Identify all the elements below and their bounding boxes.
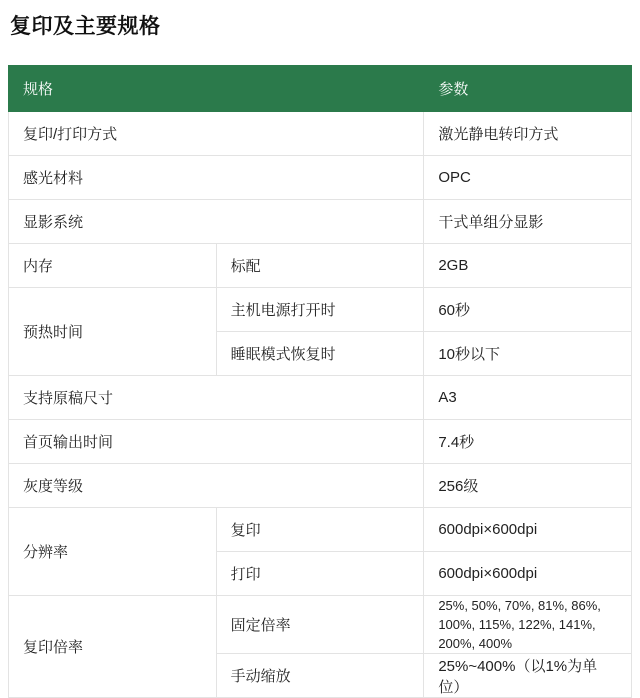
- row-label: 内存: [9, 244, 217, 288]
- table-row: [9, 244, 632, 288]
- specifications-table: [8, 65, 632, 698]
- table-header: [9, 66, 632, 112]
- row-value: 25%, 50%, 70%, 81%, 86%, 100%, 115%, 122%, 141%, 200%, 400%: [424, 596, 632, 654]
- row-value: 干式单组分显影: [424, 200, 632, 244]
- row-label: 灰度等级: [9, 464, 424, 508]
- row-sublabel: 标配: [216, 244, 424, 288]
- row-sublabel: 复印: [216, 508, 424, 552]
- row-value: A3: [424, 376, 632, 420]
- row-value: OPC: [424, 156, 632, 200]
- row-value: 256级: [424, 464, 632, 508]
- table-row: [9, 376, 632, 420]
- row-label: 预热时间: [9, 288, 217, 376]
- row-value: 60秒: [424, 288, 632, 332]
- row-sublabel: 手动缩放: [216, 654, 424, 698]
- row-sublabel: 主机电源打开时: [216, 288, 424, 332]
- row-label: 显影系统: [9, 200, 424, 244]
- row-label: 支持原稿尺寸: [9, 376, 424, 420]
- table-row: [9, 508, 632, 552]
- row-value: 激光静电转印方式: [424, 112, 632, 156]
- row-label: 分辨率: [9, 508, 217, 596]
- table-row: [9, 200, 632, 244]
- column-header-param: 参数: [424, 66, 632, 112]
- table-row: [9, 464, 632, 508]
- row-value: 7.4秒: [424, 420, 632, 464]
- row-value: 600dpi×600dpi: [424, 552, 632, 596]
- table-row: [9, 288, 632, 332]
- table-row: [9, 596, 632, 654]
- row-sublabel: 睡眠模式恢复时: [216, 332, 424, 376]
- row-label: 复印倍率: [9, 596, 217, 698]
- row-label: 复印/打印方式: [9, 112, 424, 156]
- row-value: 25%~400%（以1%为单位）: [424, 654, 632, 698]
- row-label: 感光材料: [9, 156, 424, 200]
- row-sublabel: 打印: [216, 552, 424, 596]
- row-sublabel: 固定倍率: [216, 596, 424, 654]
- row-label: 首页输出时间: [9, 420, 424, 464]
- table-row: [9, 156, 632, 200]
- row-value: 600dpi×600dpi: [424, 508, 632, 552]
- page-title: 复印及主要规格: [10, 15, 161, 38]
- table-body: [9, 112, 632, 698]
- table-header-row: [9, 66, 632, 112]
- column-header-spec: 规格: [9, 66, 424, 112]
- table-row: [9, 112, 632, 156]
- table-row: [9, 420, 632, 464]
- row-value: 10秒以下: [424, 332, 632, 376]
- row-value: 2GB: [424, 244, 632, 288]
